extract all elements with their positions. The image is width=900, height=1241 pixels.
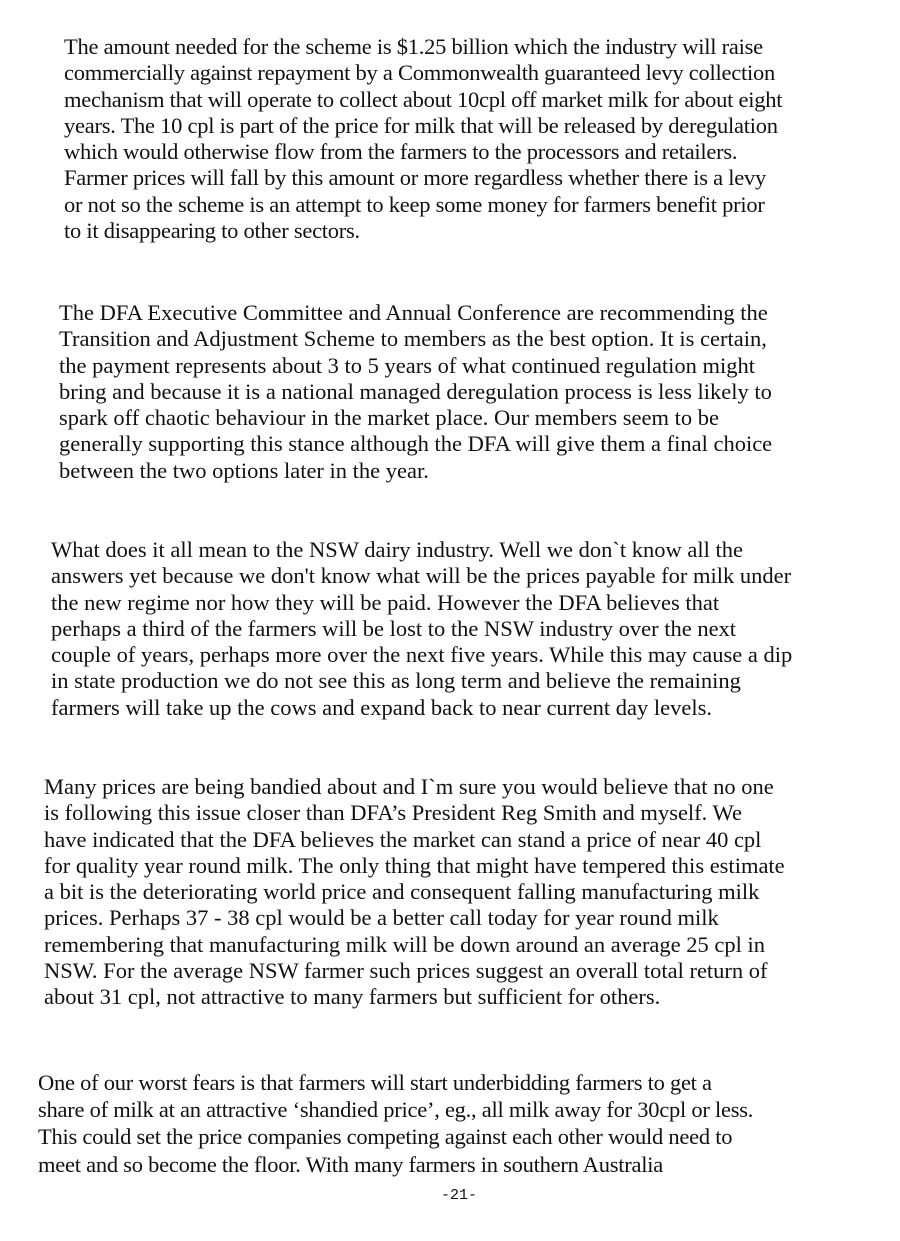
text-line: for quality year round milk. The only thing that might have tempered this estimate — [44, 852, 785, 878]
text-line: meet and so become the floor. With many farmers in southern Australia — [38, 1151, 664, 1177]
text-line: about 31 cpl, not attractive to many farmers but sufficient for others. — [44, 984, 661, 1010]
text-line: to it disappearing to other sectors. — [64, 218, 360, 244]
text-line: commercially against repayment by a Commonwealth guaranteed levy collection — [64, 60, 775, 86]
text-line: the new regime nor how they will be paid. However the DFA believes that — [51, 589, 720, 615]
text-line: is following this issue closer than DFA’s President Reg Smith and myself. We — [44, 800, 742, 826]
text-line: bring and because it is a national managed deregulation process is less likely to — [59, 378, 772, 404]
text-line: This could set the price companies competing against each other would need to — [38, 1124, 733, 1150]
paragraph-milk-prices — [0, 774, 900, 1011]
text-line: Transition and Adjustment Scheme to members as the best option. It is certain, — [59, 326, 767, 352]
text-line: couple of years, perhaps more over the next five years. While this may cause a dip — [51, 642, 793, 668]
text-line: Many prices are being bandied about and I`m sure you would believe that no one — [44, 774, 774, 799]
text-line: One of our worst fears is that farmers will start underbidding farmers to get a — [38, 1070, 712, 1095]
paragraph-underbidding-fears — [0, 1069, 900, 1178]
paragraph-nsw-impact — [0, 537, 900, 721]
text-line: The DFA Executive Committee and Annual Conference are recommending the — [59, 300, 768, 325]
text-line: or not so the scheme is an attempt to keep some money for farmers benefit prior — [64, 191, 765, 217]
text-line: between the two options later in the year. — [59, 457, 429, 483]
text-line: spark off chaotic behaviour in the market place. Our members seem to be — [59, 405, 719, 431]
text-line: prices. Perhaps 37 - 38 cpl would be a better call today for year round milk — [44, 905, 719, 931]
text-line: farmers will take up the cows and expand back to near current day levels. — [51, 694, 712, 720]
text-line: What does it all mean to the NSW dairy industry. Well we don`t know all the — [51, 537, 744, 562]
text-line: the payment represents about 3 to 5 years of what continued regulation might — [59, 352, 756, 378]
text-line: The amount needed for the scheme is $1.25 billion which the industry will raise — [64, 34, 763, 59]
text-line: remembering that manufacturing milk will be down around an average 25 cpl in — [44, 931, 766, 957]
text-line: share of milk at an attractive ‘shandied price’, eg., all milk away for 30cpl or less. — [38, 1097, 754, 1123]
page-number: -21- — [440, 1187, 477, 1204]
text-line: years. The 10 cpl is part of the price for milk that will be released by deregulation — [64, 112, 778, 138]
text-line: in state production we do not see this as long term and believe the remaining — [51, 668, 741, 694]
text-line: a bit is the deteriorating world price and consequent falling manufacturing milk — [44, 879, 760, 905]
text-line: Farmer prices will fall by this amount or more regardless whether there is a levy — [64, 165, 767, 191]
text-line: NSW. For the average NSW farmer such prices suggest an overall total return of — [44, 958, 768, 984]
paragraph-scheme-funding — [0, 34, 900, 244]
text-line: which would otherwise flow from the farmers to the processors and retailers. — [64, 139, 738, 165]
text-line: mechanism that will operate to collect about 10cpl off market milk for about eight — [64, 86, 783, 112]
text-line: have indicated that the DFA believes the market can stand a price of near 40 cpl — [44, 826, 762, 852]
text-line: generally supporting this stance although the DFA will give them a final choice — [59, 431, 773, 457]
text-line: perhaps a third of the farmers will be lost to the NSW industry over the next — [51, 615, 737, 641]
text-line: answers yet because we don't know what will be the prices payable for milk under — [51, 563, 792, 589]
paragraph-dfa-recommendation — [0, 300, 900, 484]
